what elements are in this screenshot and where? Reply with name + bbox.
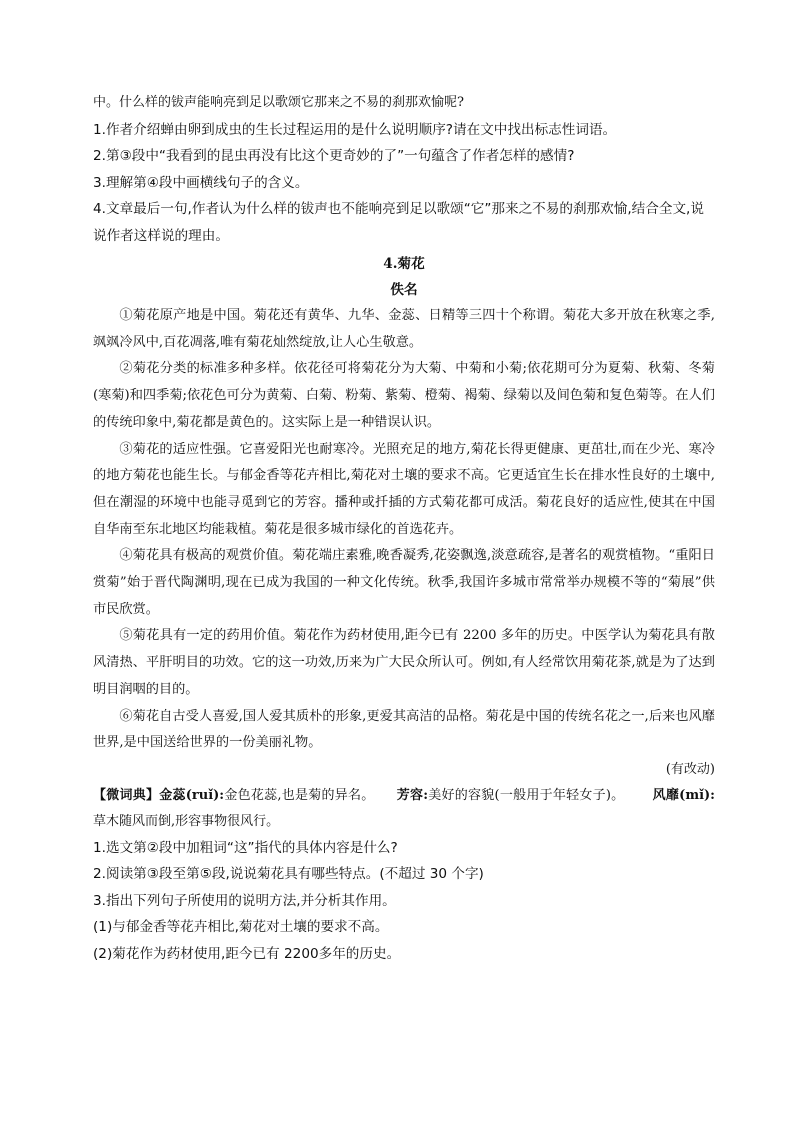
question2-3: 3.指出下列句子所使用的说明方法,并分析其作用。 bbox=[93, 892, 396, 909]
article-title: 4.菊花 bbox=[383, 256, 425, 272]
question-4: 4.文章最后一句,作者认为什么样的钹声也不能响亮到足以歌颂“它”那来之不易的刹那欢愉,结合全文,说说作者这样说的理由。 bbox=[93, 201, 704, 244]
article-paragraph-5: ⑤菊花具有一定的药用价值。菊花作为药材使用,距今已有 2200 多年的历史。中医学认为菊花具有散风清热、平肝明目的功效。它的这一功效,历来为广大民众所认可。例如,有人经常饮用菊花茶,就是为了达到明目润咽的目的。 bbox=[93, 628, 715, 697]
article-paragraph-3: ③菊花的适应性强。它喜爱阳光也耐寒冷。光照充足的地方,菊花长得更健康、更茁壮,而在少光、寒冷的地方菊花也能生长。与郁金香等花卉相比,菊花对土壤的要求不高。它更适宜生长在排水性良好的土壤中,但在潮湿的环境中也能寻觅到它的芳容。播种或扦插的方式菊花都可成活。菊花良好的适应性,使其在中国自华南至东北地区均能栽植。菊花是很多城市绿化的首选花卉。 bbox=[93, 441, 715, 537]
question2-2: 2.阅读第③段至第⑤段,说说菊花具有哪些特点。(不超过 30 个字) bbox=[93, 866, 484, 883]
article-paragraph-2: ②菊花分类的标准多种多样。依花径可将菊花分为大菊、中菊和小菊;依花期可分为夏菊、秋菊、冬菊(寒菊)和四季菊;依花色可分为黄菊、白菊、粉菊、紫菊、橙菊、褐菊、绿菊以及间色菊和复色菊等。在人们的传统印象中,菊花都是黄色的。这实际上是一种错误认识。 bbox=[93, 361, 715, 430]
carry-over-line: 中。什么样的钹声能响亮到足以歌颂它那来之不易的刹那欢愉呢? bbox=[93, 95, 464, 110]
glossary-term-2: 芳容: bbox=[396, 787, 429, 803]
question2-1: 1.选文第②段中加粗词“这”指代的具体内容是什么? bbox=[93, 839, 398, 856]
article-paragraph-4: ④菊花具有极高的观赏价值。菊花端庄素雅,晚香凝秀,花姿飘逸,淡意疏容,是著名的观赏植物。“重阳日赏菊”始于晋代陶渊明,现在已成为我国的一种文化传统。秋季,我国许多城市常常举办规模不等的“菊展”供市民欣赏。 bbox=[93, 548, 715, 617]
question2-3-sub-2: (2)菊花作为药材使用,距今已有 2200多年的历史。 bbox=[93, 945, 401, 962]
article-author: 佚名 bbox=[390, 282, 418, 298]
document-page bbox=[93, 90, 715, 967]
question-1: 1.作者介绍蝉由卵到成虫的生长过程运用的是什么说明顺序?请在文中找出标志性词语。 bbox=[93, 121, 617, 138]
glossary-def-1: 金色花蕊,也是菊的异名。 bbox=[224, 787, 375, 803]
glossary-term-3: 风靡(mǐ): bbox=[652, 787, 715, 803]
article-paragraph-1: ①菊花原产地是中国。菊花还有黄华、九华、金蕊、日精等三四十个称谓。菊花大多开放在秋寒之季,飒飒冷风中,百花凋落,唯有菊花灿然绽放,让人心生敬意。 bbox=[93, 308, 715, 350]
glossary-def-3: 草木随风而倒,形容事物很风行。 bbox=[93, 813, 280, 829]
question-2: 2.第③段中“我看到的昆虫再没有比这个更奇妙的了”一句蕴含了作者怎样的感情? bbox=[93, 148, 575, 164]
question2-3-sub-1: (1)与郁金香等花卉相比,菊花对土壤的要求不高。 bbox=[93, 919, 389, 936]
article-paragraph-6: ⑥菊花自古受人喜爱,国人爱其质朴的形象,更爱其高洁的品格。菊花是中国的传统名花之一,后来也风靡世界,是中国送给世界的一份美丽礼物。 bbox=[93, 708, 715, 751]
source-note: (有改动) bbox=[665, 761, 715, 777]
glossary-label: 【微词典】 bbox=[93, 787, 160, 803]
glossary-def-2: 美好的容貌(一般用于年轻女子)。 bbox=[428, 787, 625, 803]
glossary bbox=[93, 783, 715, 835]
question-3: 3.理解第④段中画横线句子的含义。 bbox=[93, 174, 309, 191]
glossary-term-1: 金蕊(ruǐ): bbox=[159, 787, 225, 803]
